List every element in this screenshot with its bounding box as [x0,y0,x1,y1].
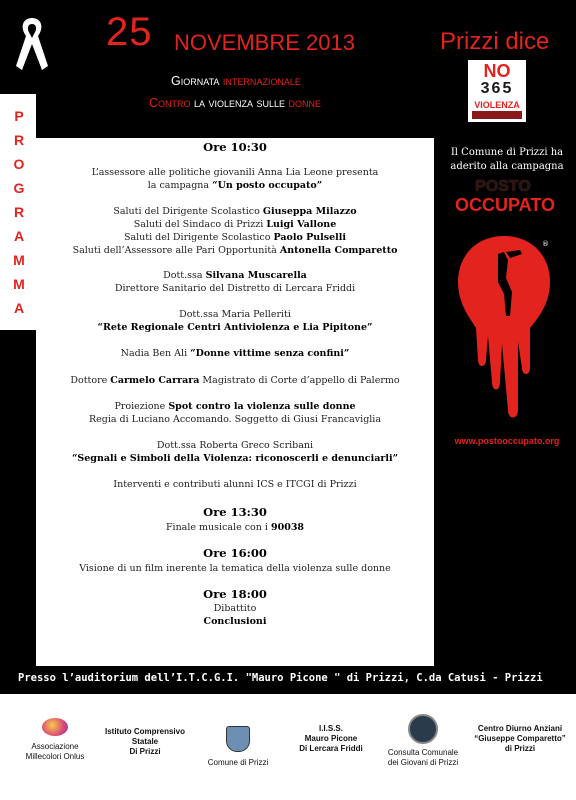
program-text: Magistrato di Corte d’appello di Palermo [199,375,400,386]
subtitle-line-1 [146,74,326,88]
program-line: Dott.ssa Roberta Greco Scribani [156,440,314,451]
awareness-ribbon-icon [12,14,52,72]
program-highlight: “Donne vittime senza confini” [190,348,350,359]
program-text: Dottore [70,375,111,386]
sponsor-consulta-giovani [380,714,466,768]
program-text: Nadia Ben Ali [120,348,191,359]
sponsor-text: Di Lercara Friddi [299,744,363,753]
right-header-title: Prizzi dice [440,28,550,55]
sponsor-text: Comune di Prizzi [207,758,269,767]
program-text: Dott.ssa [163,270,206,281]
program-line: Dibattito [213,603,257,614]
logo-bottom-stripe [472,111,522,119]
sidebar-text [440,146,574,174]
subtitle-line-2 [110,96,360,110]
program-line [36,219,434,230]
sponsor-text: Centro Diurno Anziani [477,724,563,733]
program-line: “Segnali e Simboli della Violenza: riconoscerli e denunciarli” [71,453,399,464]
logo-violenza-text: VIOLENZA [474,100,520,110]
time-heading: Ore 10:30 [203,140,267,154]
sponsor-text: Istituto Comprensivo [104,727,185,736]
program-line: Direttore Sanitario del Distretto di Lercara Friddi [114,283,356,294]
sponsor-text: Mauro Picone [304,734,358,743]
sidebar-text-line: aderito alla campagna [450,161,564,172]
program-highlight: Spot contro la violenza sulle donne [168,401,356,412]
sponsor-text: Statale [131,737,159,746]
logo-no-text: NO [483,61,511,81]
program-line [36,232,434,243]
event-day: 25 [106,10,153,54]
programma-letter: M [13,276,25,292]
programma-letter: G [13,180,25,196]
programma-letter: P [14,108,24,124]
time-heading: Ore 16:00 [203,546,267,560]
programma-letter: M [13,252,25,268]
program-line: Regia di Luciano Accomando. Soggetto di Giusi Francaviglia [88,414,382,425]
program-highlight: 90038 [270,522,305,533]
programma-letter: R [13,204,25,220]
program-line [36,245,434,256]
program-line: L’assessore alle politiche giovanili Anna Lia Leone presenta [91,167,379,178]
no-365-violenza-logo [468,60,526,122]
program-line: Visione di un film inerente la tematica della violenza sulle donne [79,563,391,574]
sidebar-text-line: Il Comune di Prizzi ha [450,147,564,158]
program-highlight: Paolo Pulselli [273,232,347,243]
logo-365-text: 365 [480,80,514,97]
program-highlight: Carmelo Carrara [110,375,200,386]
millecolori-logo-icon [42,718,68,736]
program-line [36,180,434,191]
programma-letter: A [13,228,25,244]
comune-coat-of-arms-icon [226,726,250,752]
sponsor-text: Di Prizzi [129,747,161,756]
campaign-url: www.postooccupato.org [454,436,560,446]
sponsor-text: Consulta Comunale [387,748,459,757]
program-text: Saluti dell’Assessore alle Pari Opportunità [72,245,280,256]
sponsor-centro-anziani [468,724,572,754]
program-line [36,375,434,386]
program-text: Saluti del Sindaco di Prizzi [133,219,267,230]
sponsor-iiss [288,724,374,754]
sponsor-text: Associazione [31,742,79,751]
program-line: Interventi e contributi alunni ICS e ITCGI di Prizzi [113,479,357,490]
program-highlight: Antonella Comparetto [279,245,398,256]
subtitle-1-part-1: Giornata [171,74,223,88]
programma-letter: R [13,132,25,148]
program-line [36,522,434,533]
sponsor-text: di Prizzi [504,744,536,753]
location-text: Presso l’auditorium dell’I.T.C.G.I. "Mauro Picone " di Prizzi, C.da Catusi - Prizzi [18,672,543,684]
logo-word-posto: POSTO [475,178,531,195]
program-line: Dott.ssa Maria Pelleriti [179,309,291,320]
time-heading: Ore 13:30 [203,505,267,519]
sponsor-text: “Giuseppe Comparetto” [474,734,566,743]
program-text: la campagna [147,180,213,191]
sponsor-istituto-comprensivo [100,727,190,757]
programma-letter: A [13,300,25,316]
program-text: Saluti del Dirigente Scolastico [113,206,263,217]
program-line [36,206,434,217]
program-line [36,270,434,281]
event-month-year: NOVEMBRE 2013 [174,30,355,55]
consulta-logo-icon [408,714,438,744]
blood-drip-woman-silhouette-icon [456,232,552,422]
program-line: Conclusioni [203,616,267,627]
sponsor-text: Millecolori Onlus [25,752,85,761]
programma-letter: O [13,156,25,172]
subtitle-2-part-2: la violenza sulle [190,96,289,110]
subtitle-1-part-2: internazionale [222,74,301,88]
program-line: “Rete Regionale Centri Antiviolenza e Lia Pipitone” [97,322,373,333]
program-highlight: Silvana Muscarella [205,270,307,281]
subtitle-2-part-3: donne [288,96,321,110]
program-highlight: Luigi Vallone [266,219,337,230]
sponsor-text: I.I.S.S. [318,724,343,733]
posto-occupato-logo [455,178,556,215]
program-text: Finale musicale con i [165,522,271,533]
sponsor-millecolori [18,718,92,762]
program-highlight: “Un posto occupato” [212,180,323,191]
svg-text:®: ® [542,240,549,248]
program-text: Saluti del Dirigente Scolastico [123,232,274,243]
logo-word-occupato: OCCUPATO [455,195,556,215]
program-line [36,401,434,412]
program-line [36,348,434,359]
programma-vertical-label [0,94,36,330]
sponsor-comune [196,726,280,768]
program-highlight: Giuseppa Milazzo [262,206,357,217]
subtitle-2-part-1: Contro [149,96,191,110]
program-text: Proiezione [114,401,169,412]
time-heading: Ore 18:00 [203,587,267,601]
sponsor-text: dei Giovani di Prizzi [387,758,459,767]
